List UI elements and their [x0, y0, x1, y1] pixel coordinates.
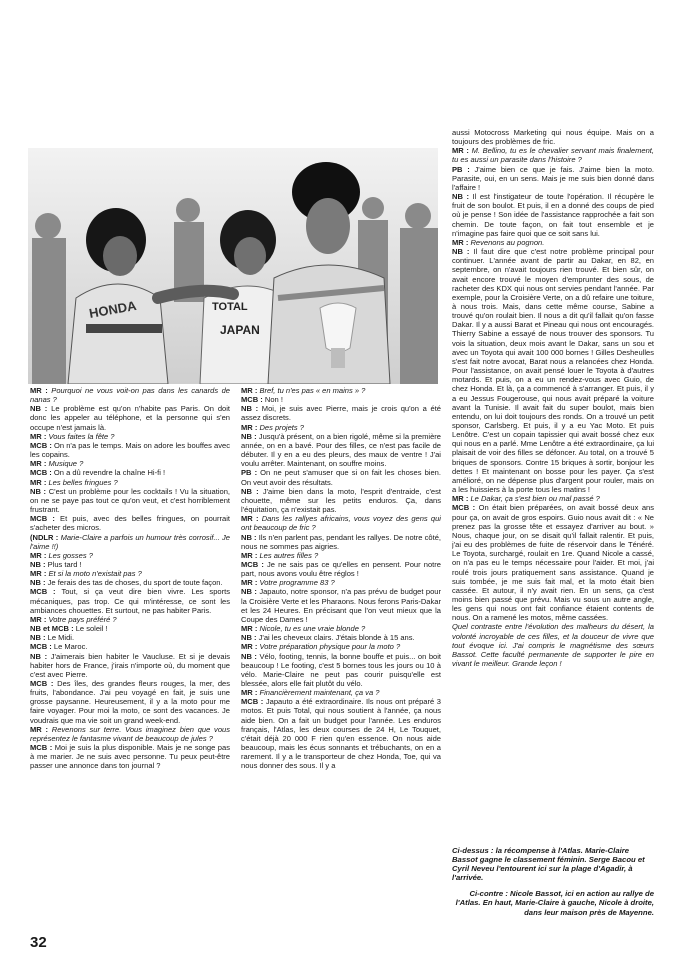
interview-paragraph — [30, 587, 230, 614]
speaker-label: NB : — [30, 633, 48, 642]
question-text: Des projets ? — [259, 422, 304, 432]
question-text: M. Bellino, tu es le chevalier servant mais finalement, tu es aussi un parasite dans l'histoire ? — [452, 146, 654, 165]
interview-paragraph — [30, 652, 230, 679]
interview-paragraph — [30, 441, 230, 459]
question-text: Dans les rallyes africains, vous voyez des gens qui ont beaucoup de fric ? — [241, 514, 441, 533]
article-column-3 — [452, 128, 654, 840]
speaker-label: NB : — [30, 560, 48, 569]
interview-paragraph — [30, 551, 230, 560]
question-text: Revenons sur terre. Vous imaginez bien que vous représentez le fantasme vivant de beaucoup de jules ? — [30, 724, 230, 743]
interview-paragraph — [241, 468, 441, 486]
speaker-label: MR : — [30, 725, 52, 734]
photo-captions — [452, 846, 654, 917]
answer-text: Des îles, des grandes fleurs rouges, la mer, des fruits, l'abondance. J'ai peu voyagé en fait, je suis une grosse paysanne. Heureusement, il y a la moto pour me faire voyager. Pour moi la moto, ce sont des vacances. Je voudrais que ma vie soit un grand week-end. — [30, 679, 230, 725]
article-column-1 — [30, 386, 230, 928]
interview-paragraph — [241, 551, 441, 560]
speaker-label: PB : — [241, 468, 260, 477]
interview-paragraph — [30, 487, 230, 514]
interview-paragraph — [30, 560, 230, 569]
speaker-label: NB : — [241, 487, 263, 496]
interview-paragraph — [241, 432, 441, 469]
article-column-2 — [241, 386, 441, 938]
answer-text: On ne peut s'amuser que si on fait les choses bien. On veut avoir des résultats. — [241, 468, 441, 487]
speaker-label: MCB : — [30, 743, 55, 752]
question-text: Les belles fringues ? — [48, 477, 118, 487]
speaker-label: MR : — [30, 432, 48, 441]
speaker-label: MR : — [241, 551, 259, 560]
interview-paragraph — [30, 633, 230, 642]
speaker-label: NB : — [241, 533, 259, 542]
answer-text: Plus tard ! — [47, 559, 82, 569]
interview-paragraph — [241, 487, 441, 514]
speaker-label: MCB : — [30, 587, 61, 596]
speaker-label: NB : — [30, 578, 48, 587]
answer-text: Japauto a été extraordinaire. Ils nous ont préparé 3 motos. Et puis Total, qui nous soutient à l'année, ça nous aide bien. On a fait un budget pour l'année. Les enduros français, l'Atlas, les deux courses de 24 H, Le Touquet, c'était déjà 20 000 F rien qu'en essence. On nous aide beaucoup, mais les écus sonnants et trébuchants, on en a rarement. Il y a le transporteur de chez Honda, Toe, qui va nous donner des sous. Il y a — [241, 697, 441, 771]
interview-paragraph — [30, 533, 230, 551]
speaker-label: NB et MCB : — [30, 624, 76, 633]
speaker-label: MR : — [241, 423, 259, 432]
answer-text: Le Maroc. — [53, 642, 88, 652]
question-text: Revenons au pognon. — [470, 237, 545, 247]
answer-text: J'ai les cheveux clairs. J'étais blonde à 15 ans. — [258, 633, 415, 643]
speaker-label: (NDLR : — [30, 533, 61, 542]
answer-text: aussi Motocross Marketing qui nous équipe. Mais on a toujours des problèmes de fric. — [452, 128, 654, 147]
question-text: Vous faites la fête ? — [48, 431, 115, 441]
interview-paragraph — [30, 725, 230, 743]
question-text: Musique ? — [48, 459, 84, 469]
jersey-honda-text: HONDA — [87, 297, 138, 321]
interview-paragraph — [241, 578, 441, 587]
question-text: Financièrement maintenant, ça va ? — [259, 688, 380, 698]
interview-paragraph — [30, 478, 230, 487]
interview-paragraph — [30, 569, 230, 578]
answer-text: On n'a pas le temps. Mais on adore les bouffes avec les copains. — [30, 440, 230, 460]
question-text: Bref, tu n'es pas « en mains » ? — [259, 386, 366, 395]
speaker-label: MR : — [241, 642, 259, 651]
interview-paragraph — [241, 624, 441, 633]
interview-paragraph — [241, 423, 441, 432]
answer-text: Le soleil ! — [75, 624, 108, 634]
interview-paragraph — [241, 560, 441, 578]
interview-paragraph — [30, 624, 230, 633]
question-text: Votre programme 83 ? — [259, 578, 335, 588]
speaker-label: NB : — [241, 404, 262, 413]
interview-paragraph — [30, 459, 230, 468]
answer-text: Moi, je suis avec Pierre, mais je crois qu'on a été assez discrets. — [241, 404, 441, 423]
interview-paragraph — [452, 165, 654, 192]
question-text: Les gosses ? — [48, 550, 93, 560]
answer-text: Le problème est qu'on n'habite pas Paris. On doit donc les appeler au téléphone, et la personne qui s'en occupe n'est jamais là. — [30, 404, 230, 432]
interview-paragraph — [241, 697, 441, 770]
question-text: Votre pays préféré ? — [48, 614, 117, 624]
interview-paragraph — [452, 503, 654, 622]
interview-paragraph — [241, 633, 441, 642]
speaker-label: MCB : — [241, 560, 267, 569]
question-text: Pourquoi ne vous voit-on pas dans les canards de nanas ? — [30, 386, 230, 405]
answer-text: J'aime bien ce que je fais. J'aime bien la moto. Parasite, oui, en un sens. Mais je me suis bien donné dans l'affaire ! — [452, 164, 654, 192]
speaker-label: MCB : — [30, 642, 54, 651]
speaker-label: NB : — [241, 652, 259, 661]
answer-text: Il est l'instigateur de toute l'opération. Il récupère le fruit de son boulot. Et puis, il en a donné des coups de pied où je pense ! Son idée de l'assistance rapprochée a fait son chemin. De toute façon, on fait tout ensemble et je n'imagine pas faire quoi que ce soit sans lui. — [452, 192, 654, 238]
speaker-label: MCB : — [30, 514, 60, 523]
page-number: 32 — [30, 934, 47, 951]
jersey-total-text: TOTAL — [212, 301, 248, 313]
caption-bottom: Ci-contre : Nicole Bassot, ici en action au rallye de l'Atlas. En haut, Marie-Claire à gauche, Nicole à droite, dans leur maison près de Mayenne. — [455, 889, 654, 917]
speaker-label: NB : — [241, 432, 259, 441]
interview-paragraph — [452, 494, 654, 503]
speaker-label: MR : — [241, 624, 259, 633]
answer-text: Moi je suis la plus disponible. Mais je ne songe pas à me marier. Je ne suis avec personne. Tu peux peut-être passer une annonce dans ton journal ? — [30, 743, 230, 771]
speaker-label: MR : — [30, 569, 48, 578]
interview-paragraph — [452, 247, 654, 494]
interview-paragraph — [30, 615, 230, 624]
speaker-label: MCB : — [30, 468, 54, 477]
speaker-label: MR : — [30, 459, 48, 468]
interview-paragraph — [241, 652, 441, 689]
interview-paragraph — [30, 578, 230, 587]
answer-text: Je ne sais pas ce qu'elles en pensent. Pour notre part, nous avons voulu être réglos ! — [241, 559, 441, 579]
interview-paragraph — [241, 587, 441, 624]
answer-text: On était bien préparées, on avait bossé deux ans pour ça, on avait de gros espoirs. Guio nous avait dit : « Ne prenez pas la grosse tête et essayez d'arriver au bout. » Nous, chaque jour, on se disait qu'il fallait ralentir. Et puis, j'ai eu des problèmes de fuite de réservoir dans le Ténéré. Le Toyota, surchargé, roulait en 1re. Quand Nicole a cassé, on n'a pas eu le temps nécessaire pour l'aider. Et moi, j'ai roulé trois jours pratiquement sans assistance. Quand je suis tombée, je me suis fait mal, et la moto était bien cassée. Et autour, il n'y avait rien. En un sens, ça c'est moins bien passé que prévu. Mais vu sous un autre angle, les gens qui nous ont fait confiance étaient contents de nous. On a ramené les motos, même cassées. — [452, 503, 654, 623]
answer-text: J'aime bien dans la moto, l'esprit d'entraide, c'est chouette, même sur les petits enduros. Ça, dans l'équitation, ça n'existait pas. — [241, 486, 441, 515]
speaker-label: MR : — [241, 386, 259, 395]
speaker-label: MR : — [30, 615, 48, 624]
speaker-label: NB : — [241, 587, 259, 596]
speaker-label: MR : — [241, 688, 259, 697]
speaker-label: MR : — [452, 494, 470, 503]
question-text: Les autres filles ? — [259, 550, 319, 560]
answer-text: J'aimerais bien habiter le Vaucluse. Et si je devais habiter hors de France, j'irais n'importe où, du moment que c'est avec Pierre. — [30, 651, 230, 679]
answer-text: Il faut dire que c'est notre problème principal pour continuer. L'année avant de partir au Dakar, en 82, en septembre, on n'avait toujours rien trouvé. Et bien sûr, on avait encore trouvé le moyen d'emprunter des sous, de racheter des KDX qui nous ont servies pendant l'année. Par exemple, pour la Croisière Verte, on a dû refaire une toiture, à nous trois. Mais, dans cette même course, Sabine a trouvé qu'on roulait bien. Il nous a dit qu'il fallait qu'on fasse Dakar. Il y a aussi Barat et Pineau qui nous ont encouragés. Thierry Sabine a essayé de nous trouver des sponsors. Tu vois la situation, deux mois avant le Dakar, sans un sou et avec un Toyota qui avait 100 000 bornes ! Gilles Desheulles s'est fait notre avocat, Barat nous a relancées chez Honda. Pour l'assistance, on avait pensé louer le Toyota à d'autres motards. Et puis, on a eu un rendez-vous avec Guio, de chez Honda. Et là, ça a commencé à s'arranger. Et puis, il y a eu Jessus Fougerouse, qui nous avait préparé la voiture avant la Tunisie. Il avait fait du super boulot, mais bien entendu, on lui doit toujours des ronds. On a trouvé un petit sponsor, Carlsberg. Et puis, il y a eu Yac Moto. Et puis Lenôtre. C'est un copain tapissier qui avait bossé chez eux qui nous en a parlé. Mme Lenôtre a été extraordinaire, ça lui plaisait de voir des filles se défoncer. Au total, on a trouvé 5 briques de sponsors. Contre 15 briques à sortir, bonjour les dettes ! Et maintenant on bosse pour les payer. Ça s'est amélioré, on ne dépense plus d'argent pour rouler, mais on a les huissiers à la porte tous les matins ! — [452, 247, 654, 495]
interview-paragraph — [30, 432, 230, 441]
question-text: Quel contraste entre l'évolution des malheurs du désert, la volonté incroyable de ces filles, et la douceur de vivre que tout évoque ici. J'ai compris le magnétisme des sœurs Bassot. Cette faculté permanente de supporter le pire en vivant le meilleur. Grande leçon ! — [452, 622, 654, 669]
interview-paragraph — [30, 386, 230, 404]
answer-text: Tout, si ça veut dire bien vivre. Les sports mécaniques, pas trop. Ce qui m'intéresse, ce sont les ambiances chouettes. Et surtout, ne pas habiter Paris. — [30, 587, 230, 615]
answer-text: Et puis, avec des belles fringues, on pourrait s'acheter des micros. — [30, 514, 230, 533]
interview-paragraph — [241, 642, 441, 651]
interview-paragraph — [30, 404, 230, 431]
speaker-label: NB : — [30, 404, 51, 413]
interview-paragraph — [452, 192, 654, 238]
interview-paragraph — [241, 395, 441, 404]
speaker-label: MR : — [30, 386, 51, 395]
answer-text: Jusqu'à présent, on a bien rigolé, même si la première année, on en a bavé. Pour des filles, ce n'est pas facile de débuter. Il y en a eu des pleurs, des maux de ventre ! J'ai voulu arrêter. Maintenant, on souffre moins. — [241, 431, 441, 469]
speaker-label: MCB : — [241, 697, 266, 706]
interview-paragraph — [452, 238, 654, 247]
speaker-label: MCB : — [30, 679, 57, 688]
answer-text: Je ferais des tas de choses, du sport de toute façon. — [47, 578, 223, 588]
answer-text: Vélo, footing, tennis, la bonne bouffe et puis... on boit beaucoup ! Le footing, c'est 5 bornes tous les jours ou 10 à vélo. Marie-Claire ne peut pas courir puisqu'elle est blessée, alors elle fait plutôt du vélo. — [241, 651, 441, 688]
speaker-label: MCB : — [30, 441, 54, 450]
interview-paragraph — [452, 622, 654, 668]
speaker-label: NB : — [452, 247, 473, 256]
speaker-label: MR : — [452, 238, 470, 247]
interview-paragraph — [30, 743, 230, 770]
jersey-japauto-text: JAPAN — [220, 323, 260, 337]
speaker-label: MCB : — [452, 503, 479, 512]
answer-text: Japauto, notre sponsor, n'a pas prévu de budget pour la Croisière Verte et les Pharaons. Nous ferons Paris-Dakar et les 24 Heures. En précisant que l'on veut mieux que la Coupe des Dames ! — [241, 587, 441, 624]
question-text: Nicole, tu es une vraie blonde ? — [259, 624, 366, 634]
interview-paragraph — [241, 688, 441, 697]
question-text: Votre préparation physique pour la moto ? — [259, 642, 401, 652]
caption-top: Ci-dessus : la récompense à l'Atlas. Marie-Claire Bassot gagne le classement féminin. Serge Bacou et Cyril Neveu l'entourent ici sur la plage d'Agadir, à l'arrivée. — [452, 846, 645, 883]
interview-paragraph — [30, 514, 230, 532]
speaker-label: MR : — [30, 478, 48, 487]
interview-paragraph — [241, 514, 441, 532]
interview-paragraph — [30, 468, 230, 477]
speaker-label: MR : — [241, 514, 262, 523]
podium-photo — [28, 148, 438, 384]
question-text: Marie-Claire a parfois un humour très corrosif... Je l'aime !!) — [30, 532, 230, 551]
speaker-label: MR : — [452, 146, 472, 155]
speaker-label: NB : — [241, 633, 259, 642]
speaker-label: MR : — [30, 551, 48, 560]
question-text: Le Dakar, ça s'est bien ou mal passé ? — [470, 494, 600, 504]
answer-text: Ils n'en parlent pas, pendant les rallyes. De notre côté, nous ne sommes pas aigries. — [241, 532, 441, 551]
interview-paragraph — [241, 386, 441, 395]
speaker-label: MR : — [241, 578, 259, 587]
interview-paragraph — [452, 128, 654, 146]
answer-text: Non ! — [264, 395, 283, 405]
podium-photo-svg — [28, 148, 438, 384]
answer-text: C'est un problème pour les cocktails ! Vu la situation, on ne se paye pas tout ce qu'on veut, et c'est horriblement frustrant. — [30, 486, 230, 515]
speaker-label: PB : — [452, 165, 475, 174]
interview-paragraph — [30, 679, 230, 725]
speaker-label: MCB : — [241, 395, 265, 404]
answer-text: On a dû revendre la chaîne Hi-fi ! — [53, 468, 166, 478]
interview-paragraph — [241, 533, 441, 551]
speaker-label: NB : — [30, 487, 49, 496]
speaker-label: NB : — [30, 652, 51, 661]
interview-paragraph — [30, 642, 230, 651]
question-text: Et si la moto n'existait pas ? — [48, 569, 142, 579]
speaker-label: NB : — [452, 192, 473, 201]
interview-paragraph — [241, 404, 441, 422]
answer-text: Le Midi. — [47, 633, 75, 643]
interview-paragraph — [452, 146, 654, 164]
